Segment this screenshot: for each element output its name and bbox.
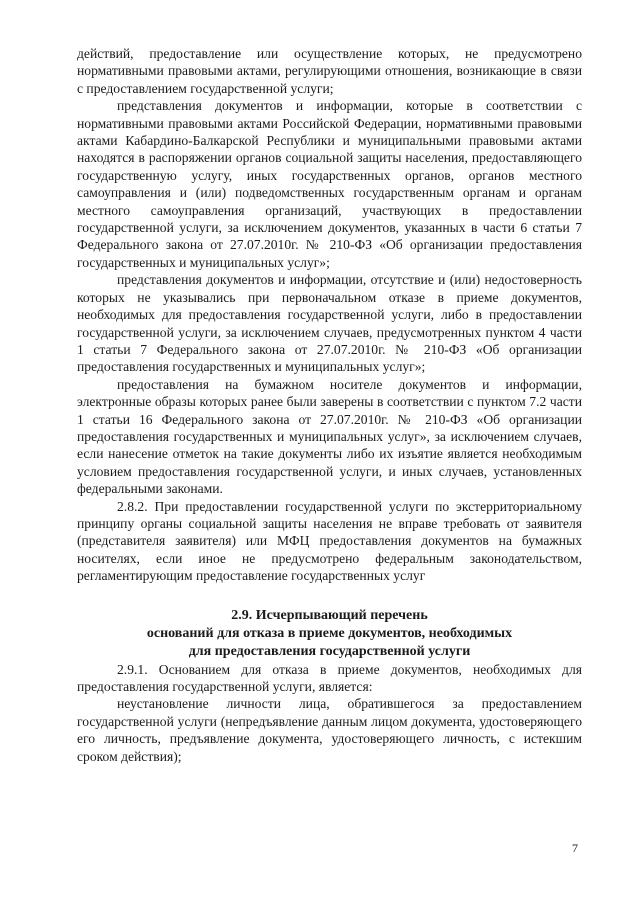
paragraph-documents-in-possession: представления документов и информации, которые в соответствии с нормативными правовыми актами Российской Федерации, нормативными правовыми актами Кабардино-Балкарской Республики и муниципальными правовыми актами находятся в распоряжении органов социальной защиты населения, предоставляющего государственную услугу, иных государственных органов, органов местного самоуправления и (или) подведомственных государственным органам и органам местного самоуправления организаций, участвующих в предоставлении государственной услуги, за исключением документов, указанных в части 6 статьи 7 Федерального закона от 27.07.2010г. № 210-ФЗ «Об организации предоставления государственных и муниципальных услуг»; bbox=[77, 98, 582, 270]
paragraph-actions-continuation: действий, предоставление или осуществление которых, не предусмотрено нормативными правовыми актами, регулирующими отношения, возникающие в связи с предоставлением государственной услуги; bbox=[77, 46, 582, 96]
heading-line-3: для предоставления государственной услуги bbox=[188, 643, 471, 659]
document-body bbox=[77, 45, 582, 765]
paragraph-2-9-1: 2.9.1. Основанием для отказа в приеме документов, необходимых для предоставления государственной услуги, является: bbox=[77, 661, 582, 694]
section-heading-2-9 bbox=[77, 607, 582, 661]
paragraph-identity-not-established: неустановление личности лица, обратившегося за предоставлением государственной услуги (непредъявление данным лицом документа, удостоверяющего его личность, предъявление документа, удостоверяющего личность, с истекшим сроком действия); bbox=[77, 696, 582, 764]
heading-line-2: оснований для отказа в приеме документов, необходимых bbox=[146, 625, 513, 641]
paragraph-missing-documents: представления документов и информации, отсутствие и (или) недостоверность которых не указывались при первоначальном отказе в приеме документов, необходимых для предоставления государственной услуги, либо в предоставлении государственной услуги, за исключением случаев, предусмотренных пунктом 4 части 1 статьи 7 Федерального закона от 27.07.2010г. № 210-ФЗ «Об организации предоставления государственных и муниципальных услуг»; bbox=[77, 272, 582, 375]
heading-line-1: 2.9. Исчерпывающий перечень bbox=[231, 607, 428, 623]
page-number: 7 bbox=[572, 841, 578, 855]
paragraph-paper-documents: предоставления на бумажном носителе документов и информации, электронные образы которых ранее были заверены в соответствии с пунктом 7.2 части 1 статьи 16 Федерального закона от 27.07.2010г. № 210-ФЗ «Об организации предоставления государственных и муниципальных услуг», за исключением случаев, если нанесение отметок на такие документы либо их изъятие является необходимым условием предоставления государственной услуги, и иных случаев, установленных федеральными законами. bbox=[77, 376, 582, 497]
paragraph-2-8-2: 2.8.2. При предоставлении государственной услуги по экстерриториальному принципу органы социальной защиты населения не вправе требовать от заявителя (представителя заявителя) или МФЦ предоставления документов на бумажных носителях, если иное не предусмотрено федеральным законодательством, регламентирующим предоставление государственных услуг bbox=[77, 498, 582, 584]
